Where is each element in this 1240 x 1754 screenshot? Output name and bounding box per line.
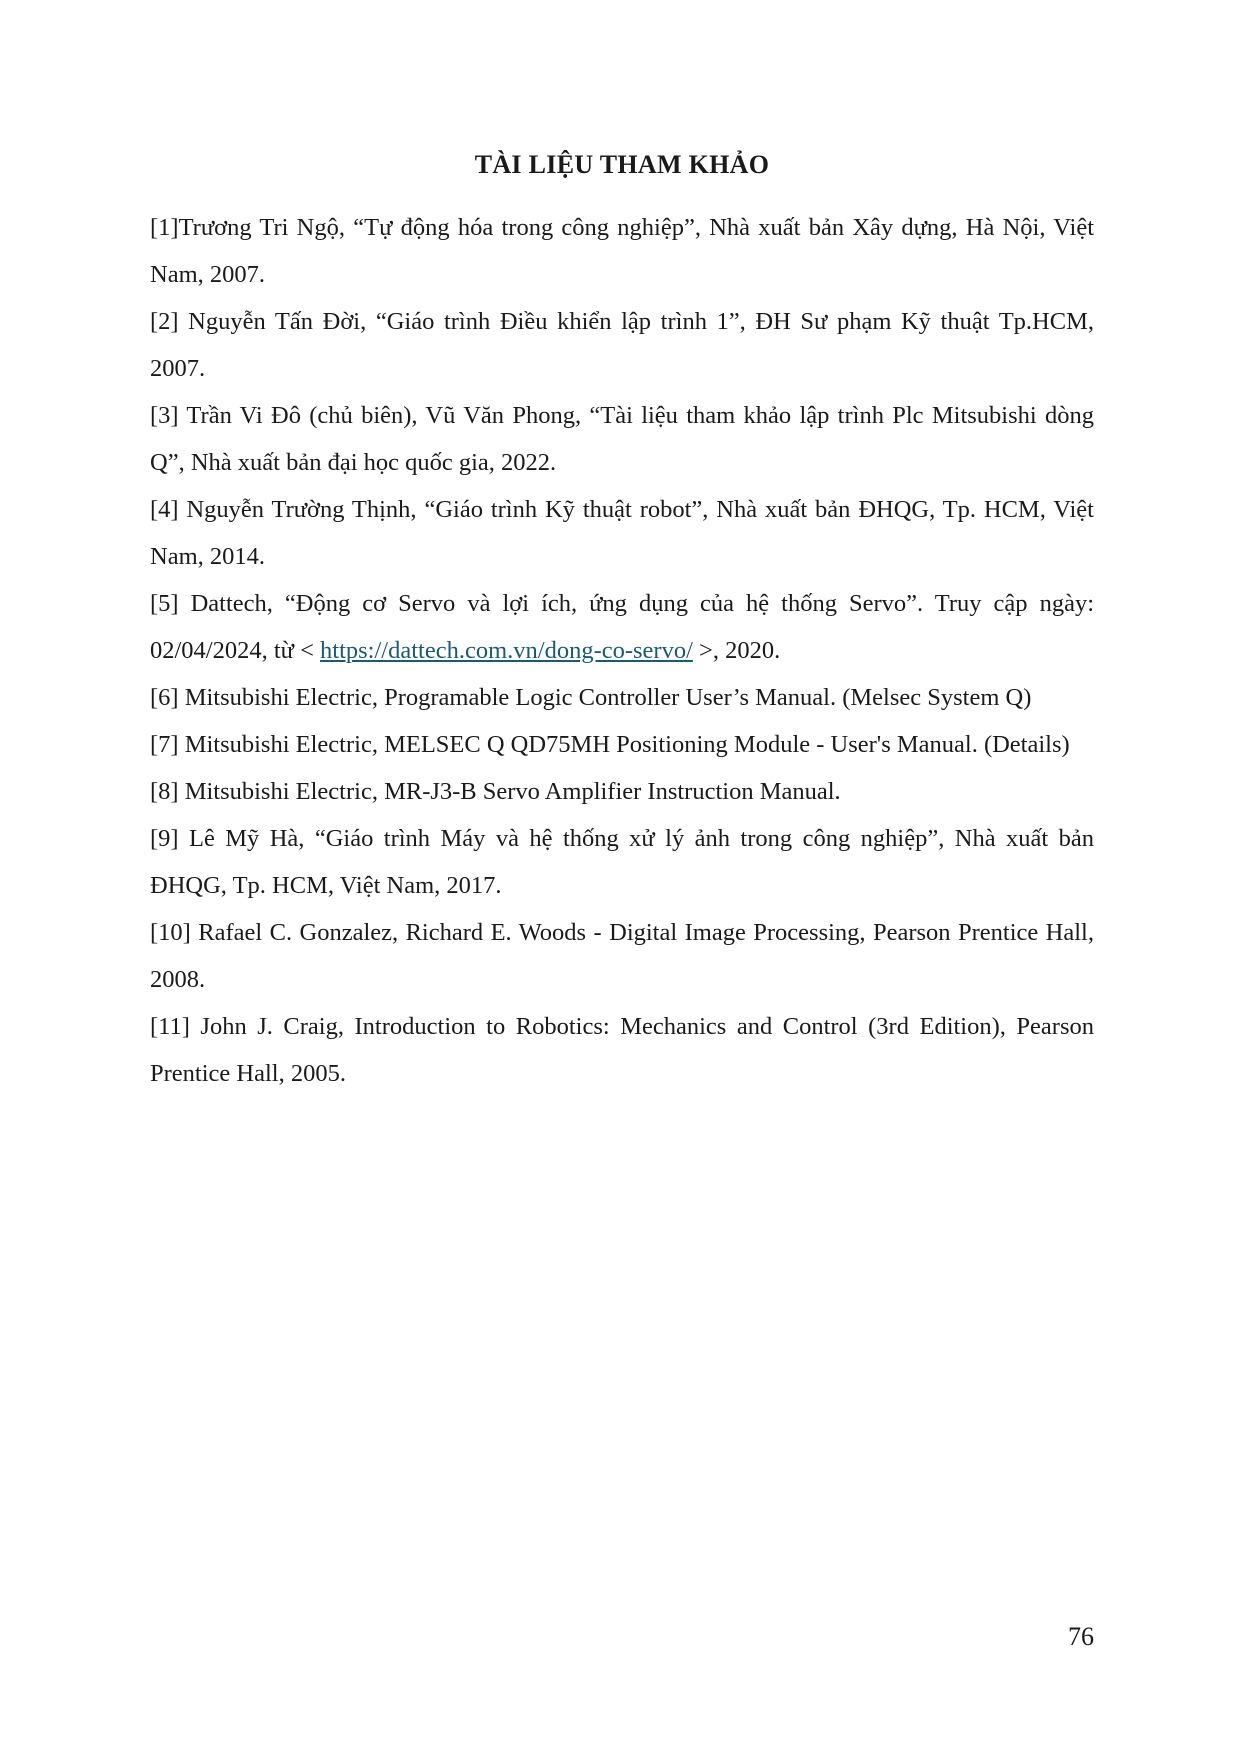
reference-item-3: [3] Trần Vi Đô (chủ biên), Vũ Văn Phong, “Tài liệu tham khảo lập trình Plc Mitsubishi dòng Q”, Nhà xuất bản đại học quốc gia, 2022.	[150, 402, 1094, 476]
reference-item-6: [6] Mitsubishi Electric, Programable Logic Controller User’s Manual. (Melsec System Q)	[150, 684, 1032, 711]
page-title: TÀI LIỆU THAM KHẢO	[474, 150, 770, 179]
page-number: 76	[1068, 1622, 1094, 1651]
reference-item-5-text-before: [5] Dattech, “Động cơ Servo và lợi ích, ứng dụng của hệ thống Servo”. Truy cập ngày: 02/04/2024, từ <	[150, 590, 1094, 664]
reference-item-5-text-after: >, 2020.	[692, 637, 781, 664]
reference-item-7: [7] Mitsubishi Electric, MELSEC Q QD75MH Positioning Module - User's Manual. (Details)	[150, 731, 1070, 758]
reference-item-9: [9] Lê Mỹ Hà, “Giáo trình Máy và hệ thống xử lý ảnh trong công nghiệp”, Nhà xuất bản ĐHQG, Tp. HCM, Việt Nam, 2017.	[150, 825, 1094, 899]
reference-item-2: [2] Nguyễn Tấn Đời, “Giáo trình Điều khiển lập trình 1”, ĐH Sư phạm Kỹ thuật Tp.HCM, 2007.	[150, 308, 1094, 382]
reference-item-11: [11] John J. Craig, Introduction to Robotics: Mechanics and Control (3rd Edition), Pearson Prentice Hall, 2005.	[150, 1013, 1094, 1087]
reference-item-5	[150, 580, 1094, 674]
reference-item-4: [4] Nguyễn Trường Thịnh, “Giáo trình Kỹ thuật robot”, Nhà xuất bản ĐHQG, Tp. HCM, Việt Nam, 2014.	[150, 496, 1094, 570]
reference-item-10: [10] Rafael C. Gonzalez, Richard E. Woods - Digital Image Processing, Pearson Prentice Hall, 2008.	[150, 919, 1094, 993]
reference-item-1: [1]Trương Tri Ngộ, “Tự động hóa trong công nghiệp”, Nhà xuất bản Xây dựng, Hà Nội, Việt Nam, 2007.	[150, 214, 1094, 288]
reference-item-8: [8] Mitsubishi Electric, MR-J3-B Servo Amplifier Instruction Manual.	[150, 778, 841, 805]
reference-link-dattech[interactable]: https://dattech.com.vn/dong-co-servo/	[320, 637, 693, 664]
reference-list	[150, 204, 1094, 1097]
